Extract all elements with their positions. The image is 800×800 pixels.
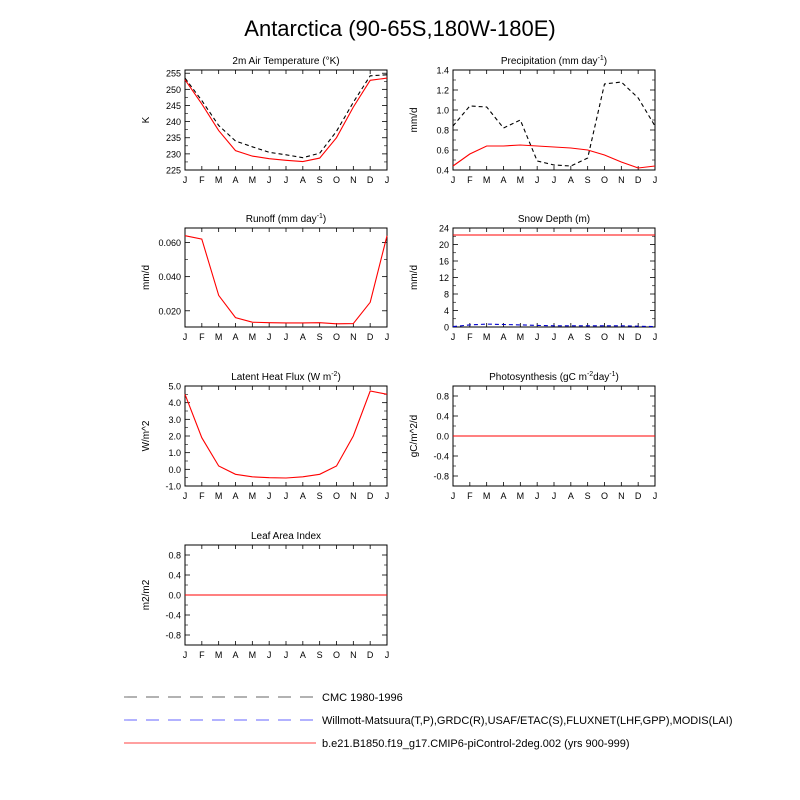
- x-tick-label: M: [248, 650, 257, 660]
- y-tick-label: 1.4: [436, 65, 449, 76]
- panel-title-main: Snow Depth (m): [517, 214, 591, 225]
- y-tick-label: -0.8: [433, 471, 449, 482]
- y-tick-label: 20: [438, 240, 449, 250]
- x-tick-label: S: [584, 332, 591, 342]
- panel-title-main: Latent Heat Flux (W m: [231, 372, 332, 383]
- x-tick-label: D: [366, 491, 374, 501]
- plot-frame: [185, 228, 387, 327]
- y-tick-label: -0.4: [165, 610, 181, 621]
- x-tick-label: S: [584, 175, 591, 185]
- y-tick-label: 4: [443, 306, 449, 316]
- y-axis-label: mm/d: [141, 265, 152, 290]
- series-line-0: [185, 391, 387, 478]
- y-tick-label: -0.4: [433, 451, 449, 462]
- y-tick-label: 255: [165, 68, 181, 79]
- y-tick-label: 12: [438, 273, 449, 283]
- figure-title: Antarctica (90-65S,180W-180E): [244, 16, 556, 41]
- x-tick-label: O: [332, 332, 341, 342]
- x-tick-label: A: [567, 332, 574, 342]
- x-tick-label: M: [516, 332, 525, 342]
- x-tick-label: F: [467, 175, 473, 185]
- panel-title-main: Leaf Area Index: [250, 531, 322, 542]
- x-tick-label: O: [600, 175, 609, 185]
- y-tick-label: 1.2: [436, 85, 449, 96]
- y-axis-label: mm/d: [409, 107, 420, 133]
- y-tick-label: 5.0: [168, 381, 181, 392]
- x-tick-label: J: [283, 175, 289, 185]
- y-tick-label: 8: [443, 289, 449, 300]
- panel-title-sup: -2: [331, 371, 338, 378]
- x-tick-label: F: [199, 491, 205, 501]
- x-tick-label: M: [214, 491, 223, 501]
- x-tick-label: M: [214, 650, 223, 660]
- x-tick-label: O: [600, 332, 609, 342]
- y-tick-label: 0.6: [436, 145, 449, 156]
- chart-panel-4: [141, 371, 389, 501]
- panel-title: [251, 531, 321, 542]
- x-tick-label: J: [283, 332, 289, 342]
- x-tick-label: O: [600, 491, 609, 501]
- x-tick-label: J: [283, 491, 289, 501]
- x-tick-label: J: [384, 491, 390, 501]
- x-tick-label: A: [232, 491, 239, 501]
- x-tick-label: N: [618, 332, 625, 342]
- y-tick-label: 0.0: [168, 590, 181, 601]
- x-tick-label: J: [534, 175, 540, 185]
- x-tick-label: J: [266, 332, 272, 342]
- y-tick-label: 235: [165, 133, 181, 144]
- x-tick-label: D: [366, 332, 374, 342]
- x-tick-label: A: [299, 175, 306, 185]
- y-tick-label: -1.0: [165, 481, 181, 492]
- x-tick-label: A: [232, 175, 239, 185]
- chart-panel-3: [409, 214, 657, 342]
- x-tick-label: D: [366, 175, 374, 185]
- panel-title-main: Runoff (mm day: [245, 214, 317, 225]
- x-tick-label: F: [467, 491, 473, 501]
- y-tick-label: 0.060: [158, 238, 181, 249]
- x-tick-label: D: [634, 175, 642, 185]
- y-tick-label: 0.0: [168, 464, 181, 475]
- panel-title-end: day: [593, 372, 610, 383]
- x-tick-label: A: [500, 491, 507, 501]
- x-tick-label: J: [534, 491, 540, 501]
- y-tick-label: 0.4: [168, 570, 181, 581]
- panel-title-end: ): [337, 372, 341, 383]
- x-tick-label: J: [384, 650, 390, 660]
- chart-panel-2: [141, 213, 389, 342]
- chart-panel-0: [141, 56, 389, 185]
- x-tick-label: J: [182, 332, 188, 342]
- x-tick-label: J: [551, 332, 557, 342]
- y-axis-label: gC/m^2/d: [409, 414, 420, 458]
- plot-frame: [185, 386, 387, 486]
- x-tick-label: J: [652, 491, 658, 501]
- x-tick-label: N: [618, 175, 625, 185]
- x-tick-label: F: [199, 332, 205, 342]
- x-tick-label: J: [450, 491, 456, 501]
- legend: [124, 692, 733, 750]
- x-tick-label: S: [316, 650, 323, 660]
- y-tick-label: 3.0: [168, 414, 181, 425]
- plot-frame: [453, 228, 655, 327]
- x-tick-label: O: [332, 175, 341, 185]
- panel-title-sup: -1: [316, 213, 323, 220]
- x-tick-label: M: [482, 332, 491, 342]
- x-tick-label: M: [214, 332, 223, 342]
- y-axis-label: W/m^2: [141, 420, 152, 452]
- x-tick-label: J: [534, 332, 540, 342]
- x-tick-label: J: [450, 332, 456, 342]
- panel-title: [232, 56, 339, 67]
- x-tick-label: M: [482, 175, 491, 185]
- x-tick-label: A: [299, 491, 306, 501]
- y-axis-label: mm/d: [409, 265, 420, 290]
- x-tick-label: M: [248, 175, 257, 185]
- x-tick-label: A: [299, 650, 306, 660]
- x-tick-label: J: [182, 650, 188, 660]
- chart-panel-5: [409, 371, 657, 501]
- x-tick-label: J: [551, 175, 557, 185]
- y-tick-label: 0.4: [436, 411, 449, 422]
- x-tick-label: M: [248, 332, 257, 342]
- x-tick-label: J: [652, 332, 658, 342]
- panel-title-main: Precipitation (mm day: [500, 56, 598, 67]
- chart-panel-6: [141, 531, 389, 660]
- x-tick-label: J: [266, 650, 272, 660]
- panel-title-main: Photosynthesis (gC m: [489, 372, 587, 383]
- x-tick-label: M: [248, 491, 257, 501]
- y-tick-label: 16: [438, 256, 449, 267]
- x-tick-label: N: [350, 175, 357, 185]
- panel-title-end: ): [322, 214, 327, 225]
- legend-label: CMC 1980-1996: [322, 692, 403, 704]
- y-tick-label: 0.8: [436, 125, 449, 136]
- panel-title-end: ): [603, 56, 608, 67]
- x-tick-label: D: [634, 491, 642, 501]
- x-tick-label: S: [316, 175, 323, 185]
- panel-title-sup: -1: [609, 371, 616, 378]
- legend-item: [124, 692, 403, 704]
- x-tick-label: A: [299, 332, 306, 342]
- x-tick-label: F: [199, 650, 205, 660]
- x-tick-label: J: [450, 175, 456, 185]
- x-tick-label: S: [316, 491, 323, 501]
- y-tick-label: 0.020: [158, 306, 181, 317]
- x-tick-label: J: [384, 332, 390, 342]
- y-tick-label: -0.8: [165, 630, 181, 641]
- x-tick-label: J: [652, 175, 658, 185]
- panel-title-end: ): [615, 372, 619, 383]
- y-tick-label: 240: [165, 117, 181, 128]
- x-tick-label: A: [500, 175, 507, 185]
- legend-label: Willmott-Matsuura(T,P),GRDC(R),USAF/ETAC(S),FLUXNET(LHF,GPP),MODIS(LAI): [322, 715, 733, 727]
- y-tick-label: 24: [438, 223, 449, 234]
- x-tick-label: S: [316, 332, 323, 342]
- chart-panel-1: [409, 55, 657, 185]
- x-tick-label: A: [567, 175, 574, 185]
- x-tick-label: J: [283, 650, 289, 660]
- x-tick-label: A: [567, 491, 574, 501]
- panels: [141, 55, 657, 660]
- series-line-0: [185, 75, 387, 158]
- x-tick-label: N: [618, 491, 625, 501]
- panel-title: [518, 214, 590, 225]
- x-tick-label: D: [634, 332, 642, 342]
- x-tick-label: S: [584, 491, 591, 501]
- x-tick-label: O: [332, 650, 341, 660]
- x-tick-label: N: [350, 650, 357, 660]
- x-tick-label: F: [467, 332, 473, 342]
- panel-title: [501, 55, 607, 67]
- x-tick-label: O: [332, 491, 341, 501]
- y-tick-label: 0: [443, 322, 449, 333]
- y-tick-label: 0.4: [436, 165, 449, 176]
- y-tick-label: 1.0: [436, 105, 449, 116]
- y-tick-label: 2.0: [168, 431, 181, 442]
- x-tick-label: N: [350, 491, 357, 501]
- panel-title-sup: -1: [597, 55, 604, 62]
- x-tick-label: A: [232, 650, 239, 660]
- x-tick-label: M: [516, 175, 525, 185]
- y-tick-label: 230: [165, 149, 181, 160]
- x-tick-label: A: [500, 332, 507, 342]
- y-tick-label: 0.0: [436, 431, 449, 442]
- series-line-0: [453, 82, 655, 166]
- x-tick-label: J: [182, 491, 188, 501]
- y-axis-label: m2/m2: [141, 579, 152, 611]
- series-line-0: [185, 236, 387, 324]
- x-tick-label: J: [266, 175, 272, 185]
- x-tick-label: F: [199, 175, 205, 185]
- x-tick-label: D: [366, 650, 374, 660]
- x-tick-label: J: [551, 491, 557, 501]
- y-tick-label: 0.8: [436, 391, 449, 402]
- legend-item: [124, 738, 630, 750]
- y-tick-label: 225: [165, 165, 181, 176]
- y-tick-label: 245: [165, 100, 181, 111]
- legend-label: b.e21.B1850.f19_g17.CMIP6-piControl-2deg.002 (yrs 900-999): [322, 738, 630, 750]
- x-tick-label: N: [350, 332, 357, 342]
- y-tick-label: 4.0: [168, 398, 181, 409]
- panel-title: [231, 371, 341, 383]
- y-axis-label: K: [141, 116, 152, 124]
- panel-title-main: 2m Air Temperature (°K): [232, 56, 340, 67]
- x-tick-label: M: [482, 491, 491, 501]
- y-tick-label: 0.8: [168, 550, 181, 561]
- panel-title: [246, 213, 327, 225]
- y-tick-label: 1.0: [168, 448, 181, 459]
- y-tick-label: 250: [165, 84, 181, 95]
- panel-title: [489, 371, 619, 383]
- x-tick-label: A: [232, 332, 239, 342]
- x-tick-label: M: [214, 175, 223, 185]
- x-tick-label: M: [516, 491, 525, 501]
- x-tick-label: J: [182, 175, 188, 185]
- legend-item: [124, 715, 733, 727]
- y-tick-label: 0.040: [158, 272, 181, 283]
- panel-title-sup: -2: [586, 371, 594, 378]
- x-tick-label: J: [384, 175, 390, 185]
- x-tick-label: J: [266, 491, 272, 501]
